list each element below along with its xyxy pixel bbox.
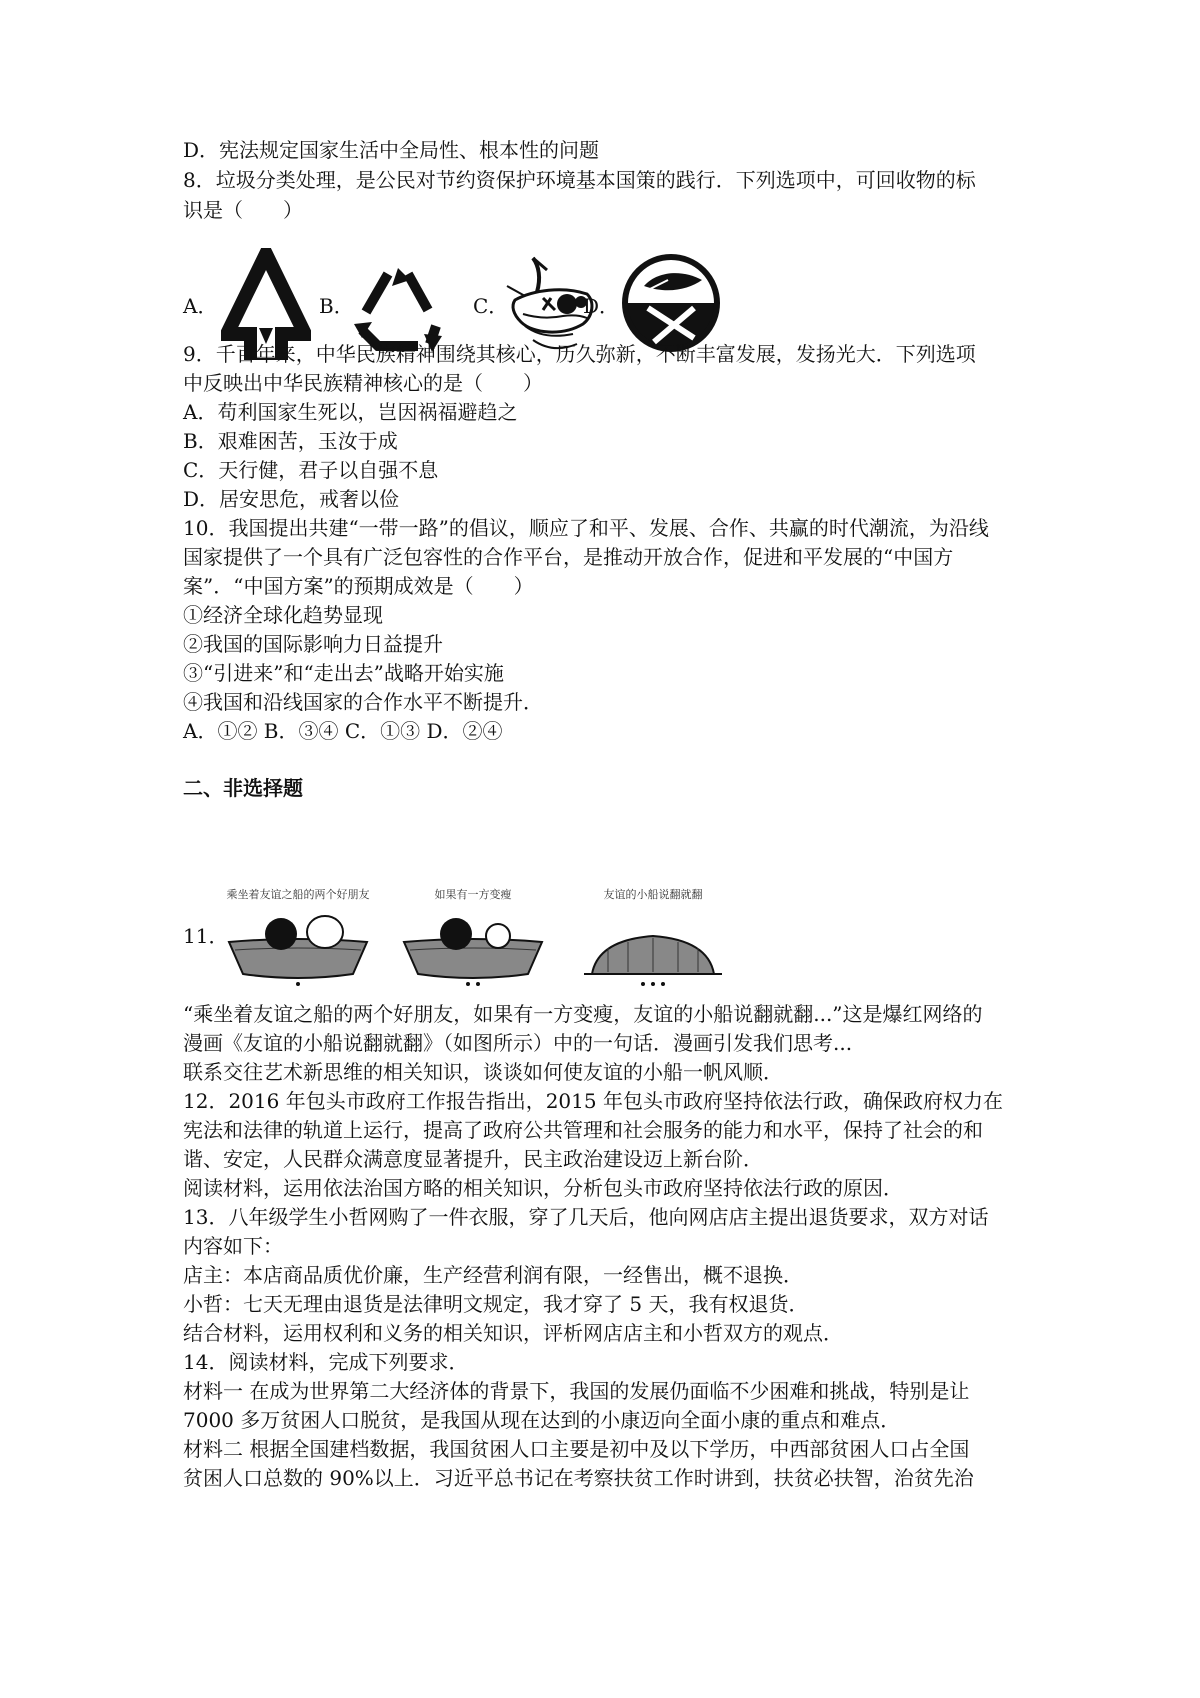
q8-option-b-label: B． <box>319 294 354 318</box>
q8-option-d-label: D． <box>583 294 620 318</box>
q9-option-a: A．苟利国家生死以，岂因祸福避趋之 <box>183 400 518 424</box>
comic-panel-1 <box>223 880 373 990</box>
q7-option-d: D．宪法规定国家生活中全局性、根本性的问题 <box>183 138 600 162</box>
q10-item-3: ③“引进来”和“走出去”战略开始实施 <box>183 661 504 685</box>
q13-shopkeeper-line: 店主：本店商品质优价廉，生产经营利润有限，一经售出，概不退换． <box>183 1263 803 1287</box>
q9-option-b: B．艰难困苦，玉汝于成 <box>183 429 398 453</box>
q9-option-d: D．居安思危，戒奢以俭 <box>183 487 400 511</box>
q11-question: 联系交往艺术新思维的相关知识，谈谈如何使友谊的小船一帆风顺． <box>183 1060 783 1084</box>
q10-item-2: ②我国的国际影响力日益提升 <box>183 632 443 656</box>
q10-item-4: ④我国和沿线国家的合作水平不断提升． <box>183 690 543 714</box>
q10-item-1: ①经济全球化趋势显现 <box>183 603 383 627</box>
q11-number: 11． <box>183 924 229 948</box>
comic-caption-1: 乘坐着友谊之船的两个好朋友 <box>226 888 370 901</box>
q11-text-line2: 漫画《友谊的小船说翻就翻》（如图所示）中的一句话．漫画引发我们思考... <box>183 1031 853 1055</box>
q12-stem-line3: 谐、安定，人民群众满意度显著提升，民主政治建设迈上新台阶． <box>183 1147 763 1171</box>
q14-material2-line1: 材料二 根据全国建档数据，我国贫困人口主要是初中及以下学历，中西部贫困人口占全国 <box>183 1437 970 1461</box>
q10-stem-line1: 10．我国提出共建“一带一路”的倡议，顺应了和平、发展、合作、共赢的时代潮流，为沿线 <box>183 516 989 540</box>
q12-stem-line2: 宪法和法律的轨道上运行，提高了政府公共管理和社会服务的能力和水平，保持了社会的和 <box>183 1118 983 1142</box>
q10-stem-line2: 国家提供了一个具有广泛包容性的合作平台，是推动开放合作，促进和平发展的“中国方 <box>183 545 954 569</box>
q11-text-line1: “乘坐着友谊之船的两个好朋友，如果有一方变瘦，友谊的小船说翻就翻...”这是爆红网络的 <box>183 1002 983 1026</box>
comic-caption-3: 友谊的小船说翻就翻 <box>603 888 703 901</box>
q9-option-c: C．天行健，君子以自强不息 <box>183 458 439 482</box>
q11-comic-strip <box>183 880 783 990</box>
q14-material1-line2: 7000 多万贫困人口脱贫，是我国从现在达到的小康迈向全面小康的重点和难点． <box>183 1408 901 1432</box>
q13-stem-line2: 内容如下： <box>183 1234 283 1258</box>
comic-panel-3 <box>578 880 728 990</box>
q14-stem: 14．阅读材料，完成下列要求． <box>183 1350 469 1374</box>
q12-question: 阅读材料，运用依法治国方略的相关知识，分析包头市政府坚持依法行政的原因． <box>183 1176 903 1200</box>
q10-stem-line3: 案”．“中国方案”的预期成效是（ ） <box>183 574 534 598</box>
q13-xiaozhe-line: 小哲：七天无理由退货是法律明文规定，我才穿了 5 天，我有权退货． <box>183 1292 809 1316</box>
q8-stem-line1: 8．垃圾分类处理，是公民对节约资保护环境基本国策的践行．下列选项中，可回收物的标 <box>183 168 976 192</box>
q14-material1-line1: 材料一 在成为世界第二大经济体的背景下，我国的发展仍面临不少困难和挑战，特别是让 <box>183 1379 970 1403</box>
q8-option-c-label: C． <box>473 294 509 318</box>
q13-question: 结合材料，运用权利和义务的相关知识，评析网店店主和小哲双方的观点． <box>183 1321 843 1345</box>
q8-option-a-label: A． <box>183 294 218 318</box>
q10-options: A．①② B．③④ C．①③ D．②④ <box>183 719 503 743</box>
section-heading: 二、非选择题 <box>183 776 303 800</box>
q13-stem-line1: 13．八年级学生小哲网购了一件衣服，穿了几天后，他向网店店主提出退货要求，双方对话 <box>183 1205 989 1229</box>
q12-stem-line1: 12．2016 年包头市政府工作报告指出，2015 年包头市政府坚持依法行政，确保政府权力在 <box>183 1089 1003 1113</box>
q8-stem-line2: 识是（ ） <box>183 198 303 222</box>
q9-stem-line2: 中反映出中华民族精神核心的是（ ） <box>183 371 543 395</box>
q9-stem-line1: 9．千百年来，中华民族精神围绕其核心，历久弥新，不断丰富发展，发扬光大．下列选项 <box>183 342 976 366</box>
comic-panel-2 <box>398 880 548 990</box>
q14-material2-line2: 贫困人口总数的 90%以上．习近平总书记在考察扶贫工作时讲到，扶贫必扶智，治贫先治 <box>183 1466 974 1490</box>
comic-caption-2: 如果有一方变瘦 <box>434 888 512 901</box>
